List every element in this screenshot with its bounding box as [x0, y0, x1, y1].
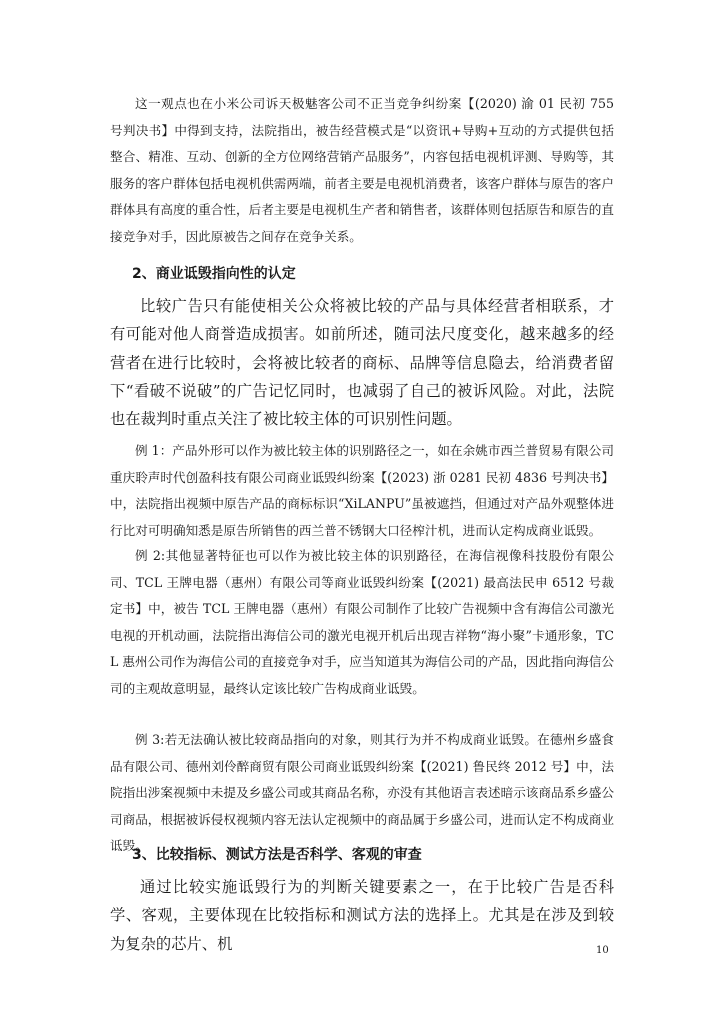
- paragraph-example-3: 例 3:若无法确认被比较商品指向的对象，则其行为并不构成商业诋毁。在德州乡盛食品有限公司、德州刘伶醉商贸有限公司商业诋毁纠纷案【(2021) 鲁民终 2012 号】中，法院指出涉案视频中未提及乡盛公司或其商品名称，亦没有其他语言表述暗示该商品系乡盛公司商品，根据被诉侵权视频内容无法认定视频中的商品属于乡盛公司，进而认定不构成商业诋毁。: [110, 732, 614, 853]
- paragraph-example-2: 例 2:其他显著特征也可以作为被比较主体的识别路径，在海信视像科技股份有限公司、TCL 王牌电器（惠州）有限公司等商业诋毁纠纷案【(2021) 最高法民申 6512 号裁定书】中，被告 TCL 王牌电器（惠州）有限公司制作了比较广告视频中含有海信公司激光电视的开机动画，法院指出海信公司的激光电视开机后出现吉祥物“海小聚”卡通形象，TCL 惠州公司作为海信公司的直接竞争对手，应当知道其为海信公司的产品，因此指向海信公司的主观故意明显，最终认定该比较广告构成商业诋毁。: [110, 548, 614, 696]
- paragraph-xiaomi-case: 这一观点也在小米公司诉天极魅客公司不正当竞争纠纷案【(2020) 渝 01 民初 755 号判决书】中得到支持，法院指出，被告经营模式是“以资讯+导购+互动的方式提供包括整合、精准、互动、创新的全方位网络营销产品服务”，内容包括电视机评测、导购等，其服务的客户群体包括电视机供需两端，前者主要是电视机消费者，该客户群体与原告的客户群体具有高度的重合性，后者主要是电视机生产者和销售者，该群体则包括原告和原告的直接竞争对手，因此原被告之间存在竞争关系。: [110, 96, 614, 244]
- paragraph-example-1: 例 1：产品外形可以作为被比较主体的识别路径之一，如在余姚市西兰普贸易有限公司重庆聆声时代创盈科技有限公司商业诋毁纠纷案【(2023) 浙 0281 民初 4836 号判决书】中，法院指出视频中原告产品的商标标识“XiLANPU”虽被遮挡，但通过对产品外观整体进行比对可明确知悉是原告所销售的西兰普不锈钢大口径榨汁机，进而认定构成商业诋毁。: [110, 443, 614, 538]
- section-heading-2: 2、商业诋毁指向性的认定: [132, 266, 296, 282]
- paragraph-scientific-review: 通过比较实施诋毁行为的判断关键要素之一，在于比较广告是否科学、客观，主要体现在比较指标和测试方法的选择上。尤其是在涉及到较为复杂的芯片、机: [110, 878, 614, 953]
- section-heading-3: 3、比较指标、测试方法是否科学、客观的审查: [132, 847, 422, 863]
- paragraph-comparison-intro: 比较广告只有能使相关公众将被比较的产品与具体经营者相联系，才有可能对他人商誉造成损害。如前所述，随司法尺度变化，越来越多的经营者在进行比较时，会将被比较者的商标、品牌等信息隐去，给消费者留下“看破不说破”的广告记忆同时，也减弱了自己的被诉风险。对此，法院也在裁判时重点关注了被比较主体的可识别性问题。: [110, 297, 614, 429]
- page-number: 10: [596, 945, 609, 956]
